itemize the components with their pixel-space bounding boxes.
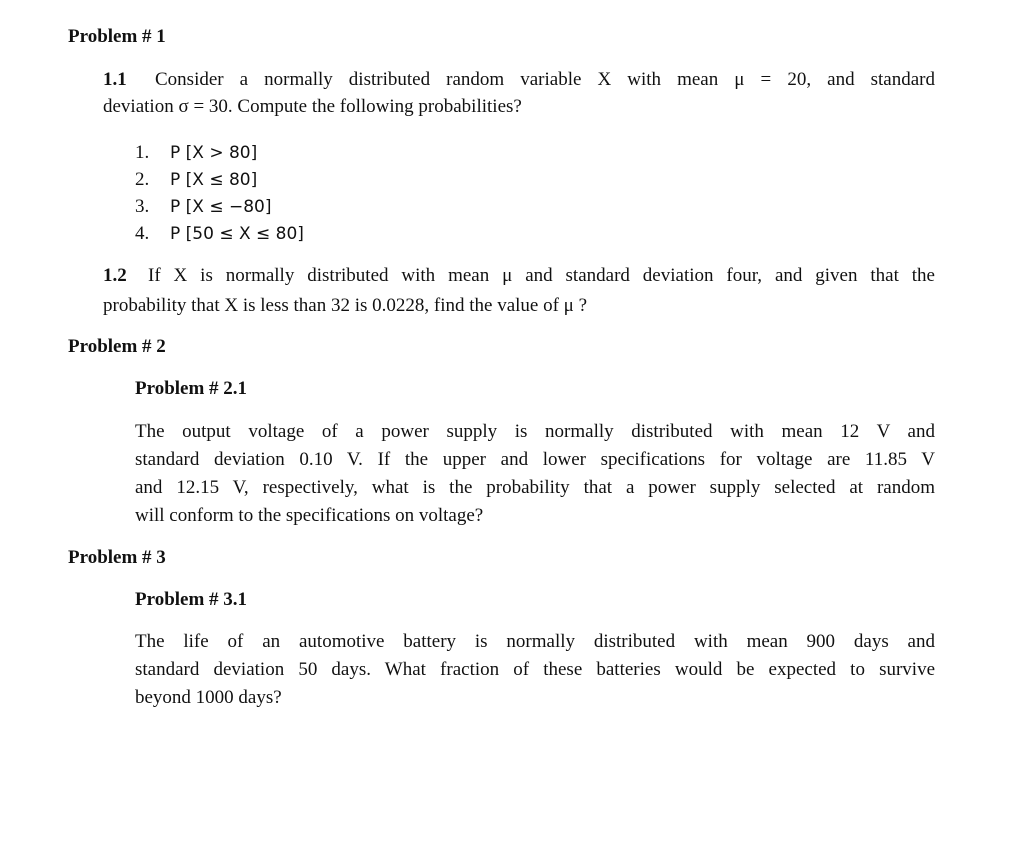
- list-item-expression: P [X ≤ 80]: [170, 170, 258, 190]
- list-item-expression: P [50 ≤ X ≤ 80]: [170, 224, 304, 244]
- problem-3-1-line-3: beyond 1000 days?: [135, 687, 282, 708]
- problem-2-1-line-4: will conform to the specifications on voltage?: [135, 505, 484, 526]
- problem-3-1-line-1: The life of an automotive battery is normally distributed with mean 900 days and: [135, 631, 935, 652]
- problem-2-heading: Problem # 2: [68, 336, 166, 357]
- problem-2-1-line-1: The output voltage of a power supply is normally distributed with mean 12 V and: [135, 421, 935, 442]
- list-item-expression: P [X > 80]: [170, 143, 258, 163]
- question-1-2-number: 1.2: [103, 265, 127, 286]
- problem-2-1-line-2: standard deviation 0.10 V. If the upper and lower specifications for voltage are 11.85 V: [135, 449, 935, 470]
- question-1-1-number: 1.1: [103, 69, 127, 90]
- list-item-number: 3.: [135, 196, 150, 217]
- question-1-2-line-1: If X is normally distributed with mean μ and standard deviation four, and given that the: [148, 265, 935, 286]
- question-1-2-line-2: probability that X is less than 32 is 0.0228, find the value of μ ?: [103, 295, 588, 316]
- problem-2-1-heading: Problem # 2.1: [135, 378, 248, 399]
- problem-2-1-line-3: and 12.15 V, respectively, what is the probability that a power supply selected at random: [135, 477, 935, 498]
- problem-3-1-line-2: standard deviation 50 days. What fraction of these batteries would be expected to survive: [135, 659, 935, 680]
- problem-3-heading: Problem # 3: [68, 547, 166, 568]
- problem-1-heading: Problem # 1: [68, 26, 166, 47]
- list-item-number: 2.: [135, 169, 150, 190]
- list-item-expression: P [X ≤ −80]: [170, 197, 272, 217]
- list-item-number: 1.: [135, 142, 150, 163]
- problem-3-1-heading: Problem # 3.1: [135, 589, 248, 610]
- list-item-number: 4.: [135, 223, 150, 244]
- question-1-1-line-1: Consider a normally distributed random variable X with mean μ = 20, and standard: [155, 69, 935, 90]
- question-1-1-line-2: deviation σ = 30. Compute the following probabilities?: [103, 96, 522, 117]
